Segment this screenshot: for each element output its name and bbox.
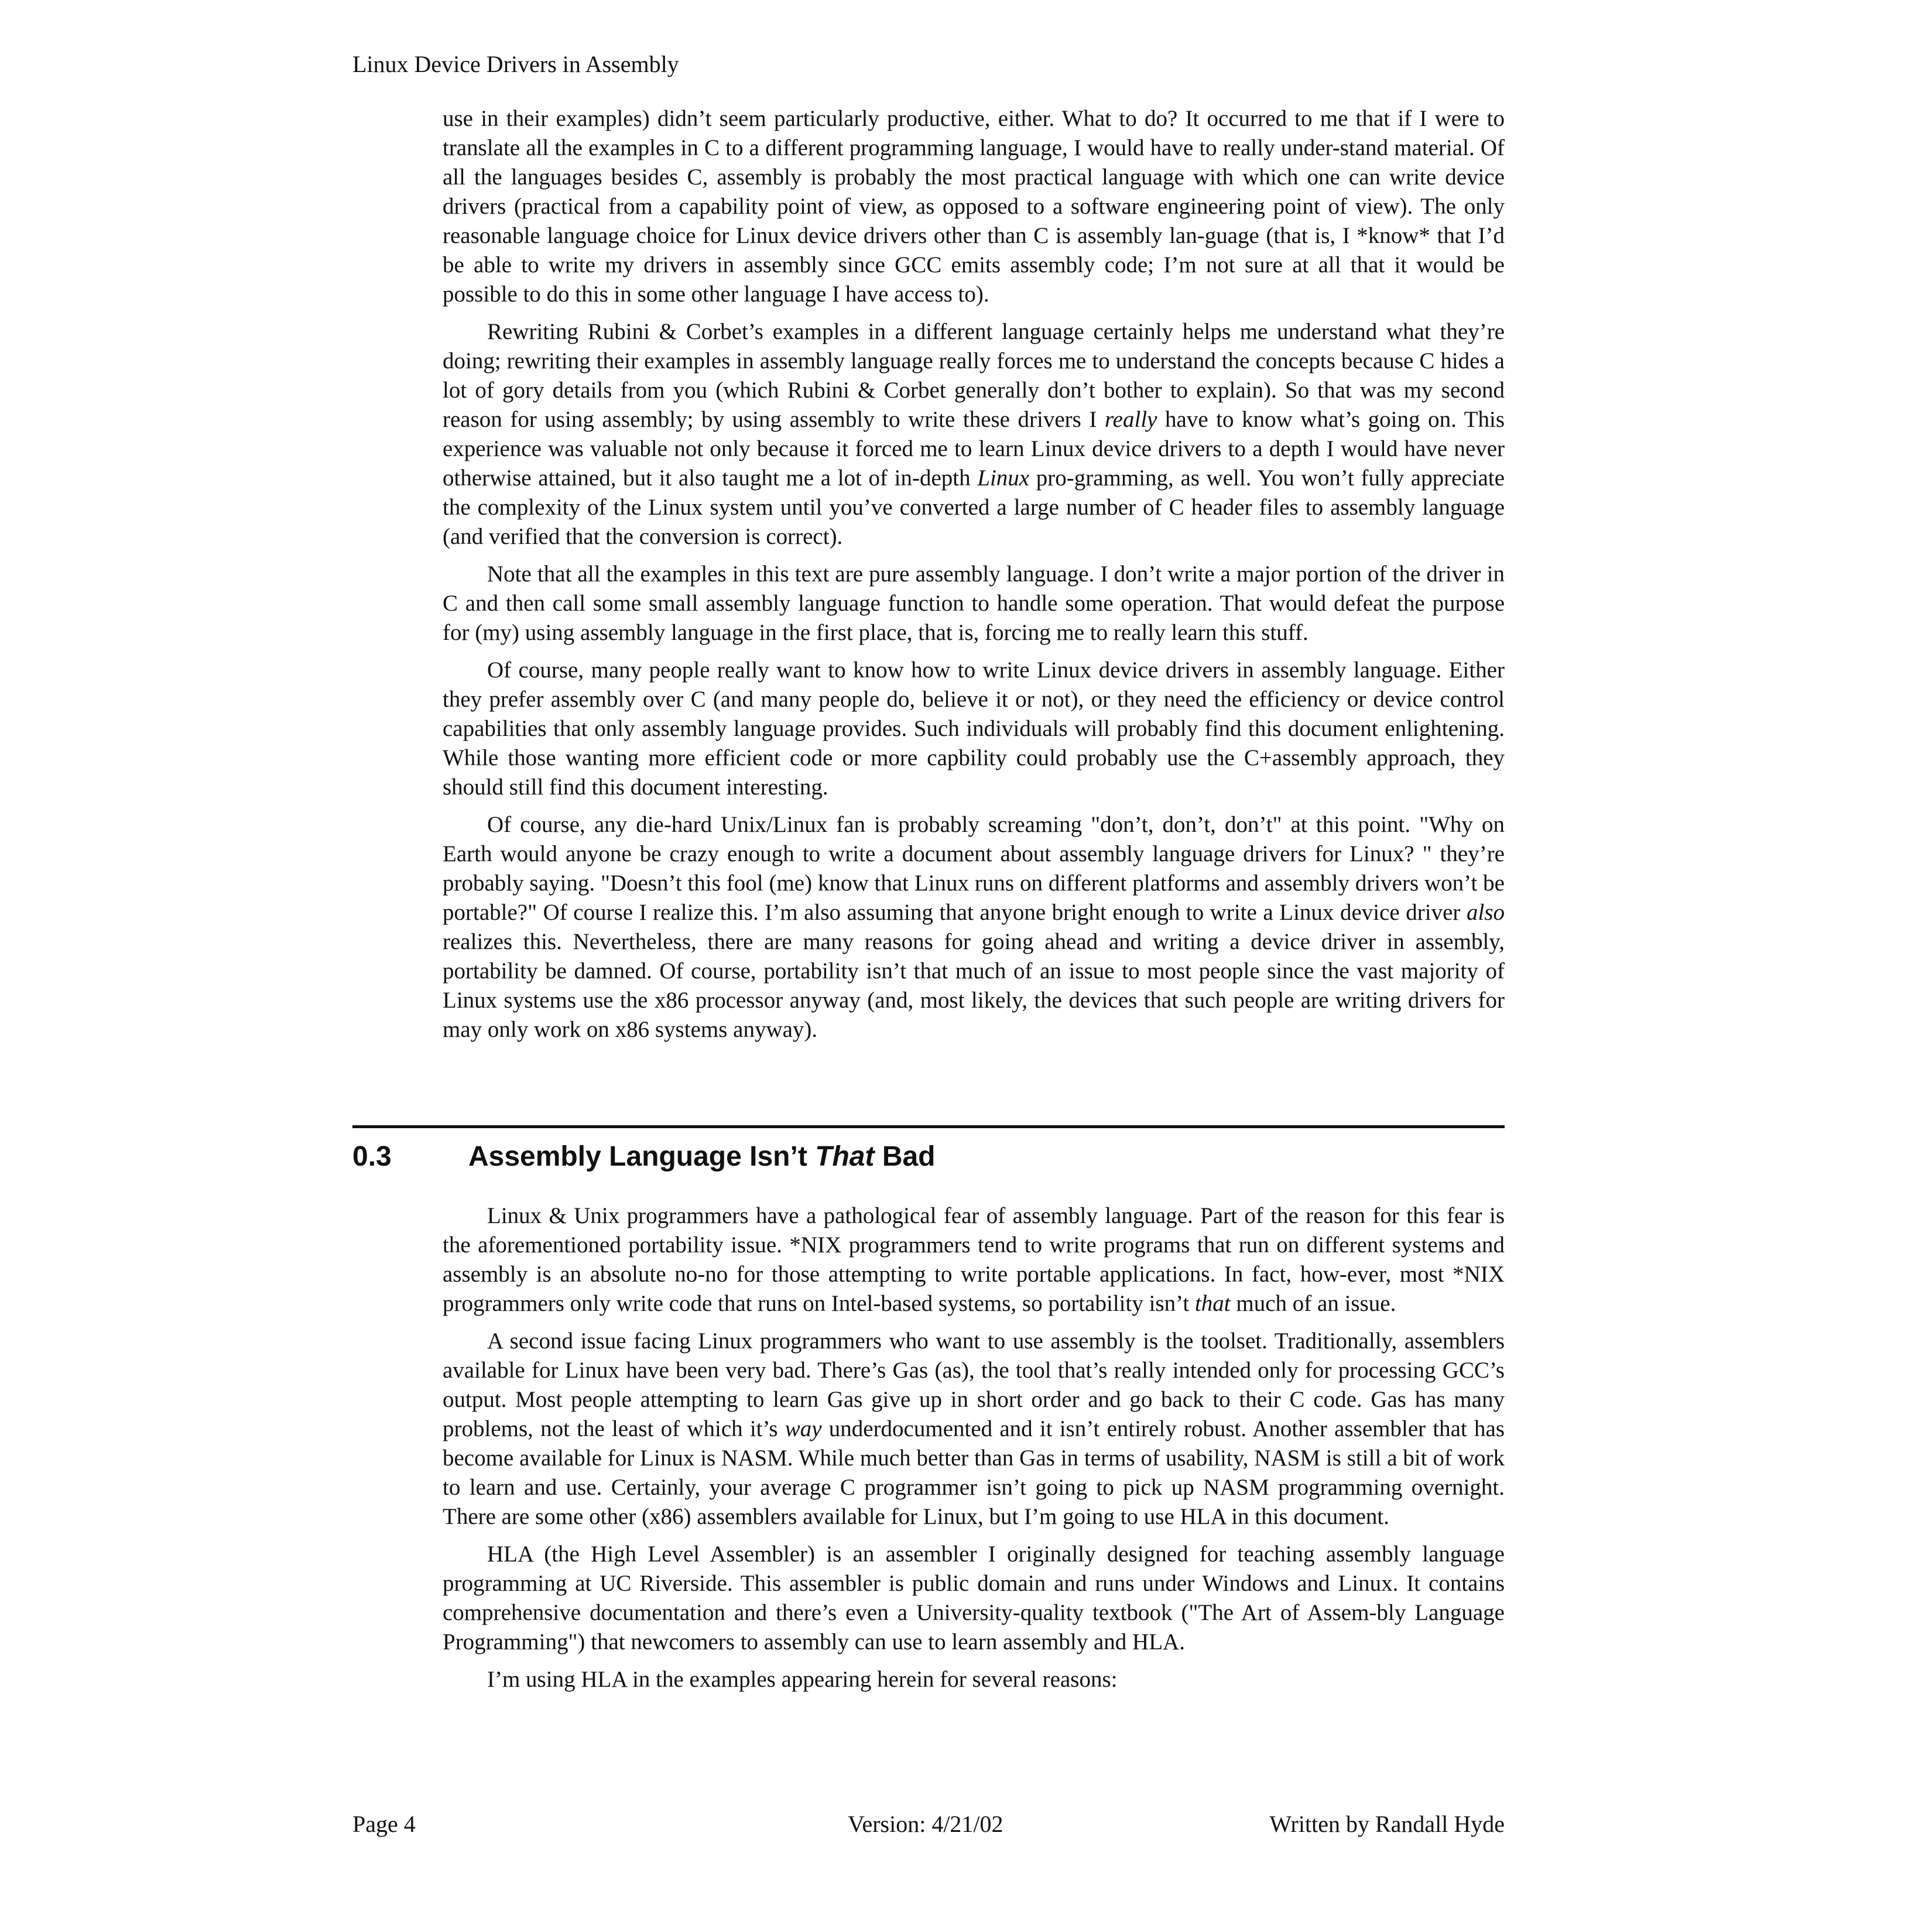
text-run: Of course, any die-hard Unix/Linux fan is probably screaming "don’t, don’t, don’t" at this point. "Why on Earth would anyone be crazy enough to write a document about assembly language drivers for Linux? " they’re probably saying. "Doesn’t this fool (me) know that Linux runs on different platforms and assembly drivers won’t be portable?" Of course I realize this. I’m also assuming that anyone bright enough to write a Linux device driver — [443, 812, 1505, 925]
emphasis-text: Linux — [977, 465, 1030, 491]
emphasis-text: really — [1104, 407, 1157, 432]
text-run: I’m using HLA in the examples appearing herein for several reasons: — [487, 1667, 1118, 1692]
paragraph — [443, 104, 1505, 309]
section-heading — [352, 1138, 936, 1176]
text-run: much of an issue. — [1230, 1291, 1396, 1316]
text-run: use in their examples) didn’t seem particularly productive, either. What to do? It occurred to me that if I were to translate all the examples in C to a different programming language, I would have to really under-stand material. Of all the languages besides C, assembly is probably the most practical language with which one can write device drivers (practical from a capability point of view, as opposed to a software engineering point of view). The only reasonable language choice for Linux device drivers other than C is assembly lan-guage (that is, I *know* that I’d be able to write my drivers in assembly since GCC emits assembly code; I’m not sure at all that it would be possible to do this in some other language I have access to). — [443, 106, 1505, 307]
text-run: HLA (the High Level Assembler) is an assembler I originally designed for teaching assembly language programming at UC Riverside. This assembler is public domain and runs under Windows and Linux. It contains comprehensive documentation and there’s even a University-quality textbook ("The Art of Assem-bly Language Programming") that newcomers to assembly can use to learn assembly and HLA. — [443, 1542, 1505, 1654]
text-run: pro-gramming, as well. You won’t fully appreciate the complexity of the Linux system until you’ve converted a large number of C header files to assembly language (and verified that the conversion is correct). — [443, 465, 1505, 549]
section-title-emphasis: That — [815, 1141, 875, 1172]
text-run: underdocumented and it isn’t entirely robust. Another assembler that has become available for Linux is NASM. While much better than Gas in terms of usability, NASM is still a bit of work to learn and use. Certainly, your average C programmer isn’t going to pick up NASM programming overnight. There are some other (x86) assemblers available for Linux, but I’m going to use HLA in this document. — [443, 1416, 1505, 1529]
text-run: Linux & Unix programmers have a pathological fear of assembly language. Part of the reason for this fear is the aforementioned portability issue. *NIX programmers tend to write programs that run on different systems and assembly is an absolute no-no for those attempting to write portable applications. In fact, how-ever, most *NIX programmers only write code that runs on Intel-based systems, so portability isn’t — [443, 1203, 1505, 1316]
paragraph — [443, 1201, 1505, 1318]
text-run: A second issue facing Linux programmers who want to use assembly is the toolset. Traditionally, assemblers available for Linux have been very bad. There’s Gas (as), the tool that’s really intended only for processing GCC’s output. Most people attempting to learn Gas give up in short order and go back to their C code. Gas has many problems, not the least of which it’s — [443, 1328, 1505, 1441]
text-run: Of course, many people really want to know how to write Linux device drivers in assembly language. Either they prefer assembly over C (and many people do, believe it or not), or they need the efficiency or device control capabilities that only assembly language provides. Such individuals will probably find this document enlightening. While those wanting more efficient code or more capbility could probably use the C+assembly approach, they should still find this document interesting. — [443, 657, 1505, 800]
paragraph — [443, 560, 1505, 648]
text-run: Note that all the examples in this text are pure assembly language. I don’t write a major portion of the driver in C and then call some small assembly language function to handle some operation. That would defeat the purpose for (my) using assembly language in the first place, that is, forcing me to really learn this stuff. — [443, 561, 1505, 645]
text-run: Rewriting Rubini & Corbet’s examples in a different language certainly helps me understand what they’re doing; rewriting their examples in assembly language really forces me to understand the concepts because C hides a lot of gory details from you (which Rubini & Corbet generally don’t bother to explain). So that was my second reason for using assembly; by using assembly to write these drivers I — [443, 319, 1505, 432]
paragraph — [443, 1540, 1505, 1657]
paragraph — [443, 1665, 1505, 1694]
body-text-top — [443, 104, 1505, 1053]
section-number: 0.3 — [352, 1141, 392, 1172]
section-divider — [352, 1125, 1505, 1128]
section-title — [468, 1141, 936, 1172]
emphasis-text: also — [1466, 900, 1505, 925]
section-title-part: Bad — [874, 1141, 936, 1172]
emphasis-text: way — [785, 1416, 822, 1441]
paragraph — [443, 656, 1505, 802]
footer-version: Version: 4/21/02 — [848, 1811, 1003, 1837]
footer-author: Written by Randall Hyde — [1269, 1811, 1505, 1837]
body-text-bottom — [443, 1201, 1505, 1703]
running-header-title: Linux Device Drivers in Assembly — [352, 51, 679, 77]
text-run: have to know what’s going on. This experience was valuable not only because it forced me to learn Linux device drivers to a depth I would have never otherwise attained, but it also taught me a lot of in-depth — [443, 407, 1505, 491]
paragraph — [443, 317, 1505, 551]
paragraph — [443, 810, 1505, 1044]
emphasis-text: that — [1194, 1291, 1231, 1316]
text-run: realizes this. Nevertheless, there are many reasons for going ahead and writing a device driver in assembly, portability be damned. Of course, portability isn’t that much of an issue to most people since the vast majority of Linux systems use the x86 processor anyway (and, most likely, the devices that such people are writing drivers for may only work on x86 systems anyway). — [443, 929, 1505, 1042]
section-title-part: Assembly Language Isn’t — [468, 1141, 816, 1172]
paragraph — [443, 1327, 1505, 1532]
footer-page-number: Page 4 — [352, 1811, 416, 1837]
